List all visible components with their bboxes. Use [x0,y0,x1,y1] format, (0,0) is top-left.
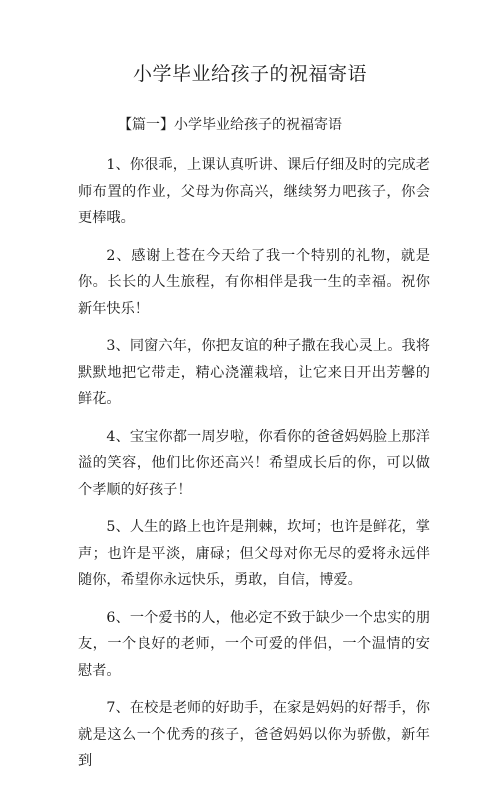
paragraph-6: 6、一个爱书的人，他必定不致于缺少一个忠实的朋友，一个良好的老师，一个可爱的伴侣，一个温情的安慰者。 [78,609,430,679]
section-heading: 【篇一】小学毕业给孩子的祝福寄语 [118,117,342,133]
document-title: 小学毕业给孩子的祝福寄语 [132,63,367,85]
paragraph-5: 5、人生的路上也许是荆棘，坎坷；也许是鲜花，掌声；也许是平淡，庸碌；但父母对你无尽的爱将永远伴随你，希望你永远快乐，勇敢，自信，博爱。 [78,519,430,588]
paragraph-1: 1、你很乖，上课认真听讲、课后仔细及时的完成老师布置的作业，父母为你高兴，继续努力吧孩子，你会更棒哦。 [78,157,430,226]
paragraph-4: 4、宝宝你都一周岁啦，你看你的爸爸妈妈脸上那洋溢的笑容，他们比你还高兴！希望成长后的你，可以做个孝顺的好孩子！ [78,428,430,498]
paragraph-3: 3、同窗六年，你把友谊的种子撒在我心灵上。我将默默地把它带走，精心浇灌栽培，让它来日开出芳馨的鲜花。 [78,338,430,407]
paragraph-7: 7、在校是老师的好助手，在家是妈妈的好帮手，你就是这么一个优秀的孩子，爸爸妈妈以你为骄傲，新年到 [78,700,430,769]
document-body [78,152,430,786]
paragraph-2: 2、感谢上苍在今天给了我一个特别的礼物，就是你。长长的人生旅程，有你相伴是我一生的幸福。祝你新年快乐！ [78,247,430,317]
